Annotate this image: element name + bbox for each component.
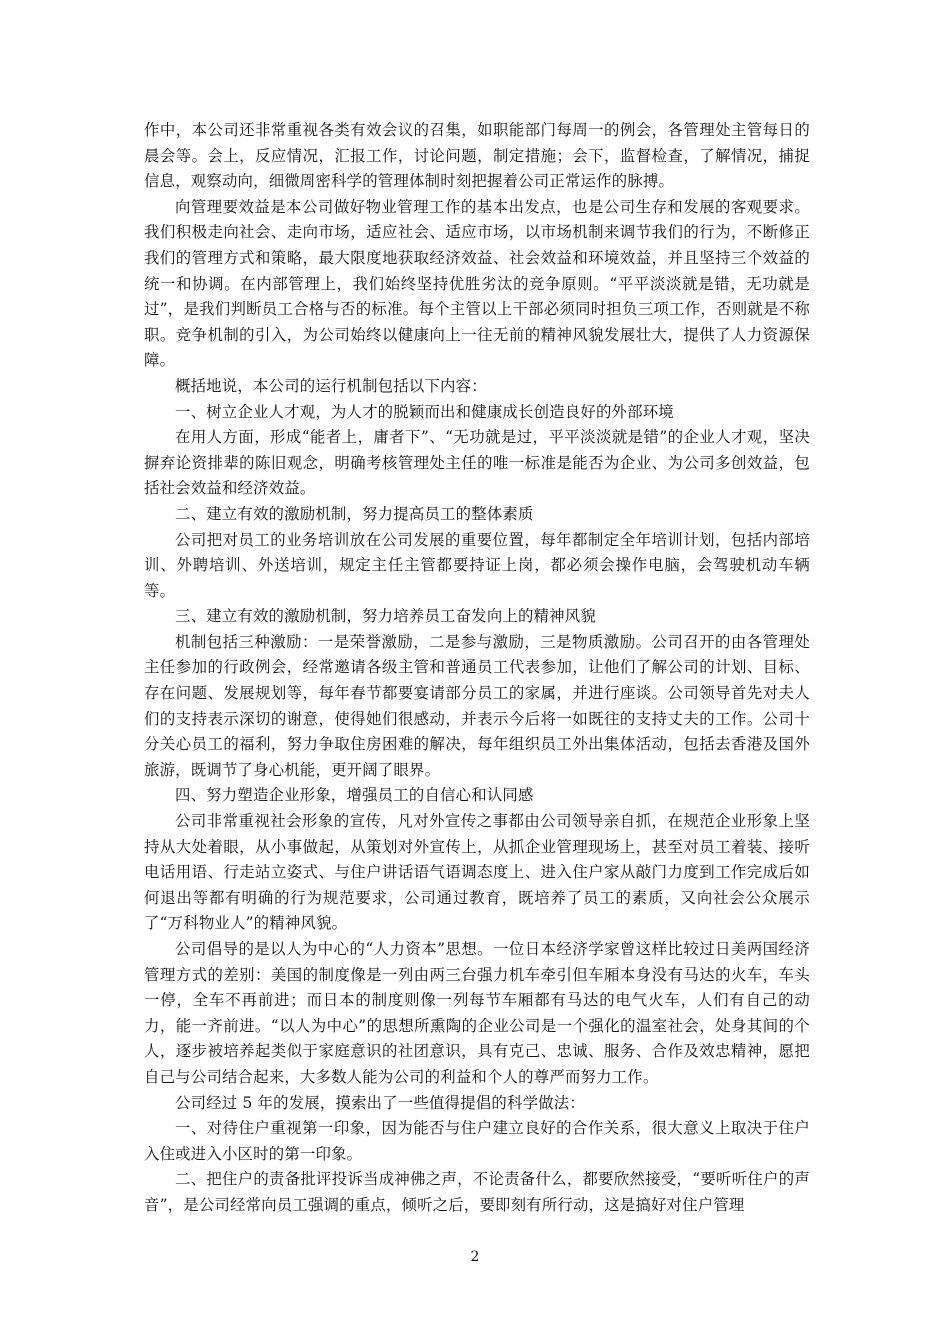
page-number: 2 <box>470 1249 480 1265</box>
practice-item-2: 二、把住户的责备批评投诉当成神佛之声，不论责备什么，都要欣然接受，“要听听住户的声音”，是公司经常向员工强调的重点，倾听之后，要即刻有所行动，这是搞好对住户管理 <box>144 1170 810 1214</box>
heading-item-4: 四、努力塑造企业形象，增强员工的自信心和认同感 <box>175 786 534 805</box>
practice-item-1: 一、对待住户重视第一印象，因为能否与住户建立良好的合作关系，很大意义上取决于住户入住或进入小区时的第一印象。 <box>144 1119 810 1163</box>
paragraph-12: 公司倡导的是以人为中心的“人力资本”思想。一位日本经济学家曾这样比较过日美两国经济管理方式的差别：美国的制度像是一列由两三台强力机车牵引但车厢本身没有马达的火车，车头一停，全车不再前进；而日本的制度则像一列每节车厢都有马达的电气火车，人们有自己的动力，能一齐前进。“以人为中心”的思想所熏陶的企业公司是一个强化的温室社会，处身其间的个人，逐步被培养起类似于家庭意识的社团意识，具有克己、忠诚、服务、合作及效忠精神，愿把自己与公司结合起来，大多数人能为公司的利益和个人的尊严而努力工作。 <box>144 940 810 1086</box>
paragraph-1: 作中，本公司还非常重视各类有效会议的召集，如职能部门每周一的例会，各管理处主管每日的晨会等。会上，反应情况，汇报工作，讨论问题，制定措施；会下，监督检查，了解情况，捕捉信息，观察动向，细微周密科学的管理体制时刻把握着公司正常运作的脉搏。 <box>144 121 810 191</box>
paragraph-2: 向管理要效益是本公司做好物业管理工作的基本出发点，也是公司生存和发展的客观要求。我们积极走向社会、走向市场，适应社会、适应市场，以市场机制来调节我们的行为，不断修正我们的管理方式和策略，最大限度地获取经济效益、社会效益和环境效益，并且坚持三个效益的统一和协调。在内部管理上，我们始终坚持优胜劣汰的竞争原则。“平平淡淡就是错，无功就是过”，是我们判断员工合格与否的标准。每个主管以上干部必须同时担负三项工作，否则就是不称职。竞争机制的引入，为公司始终以健康向上一往无前的精神风貌发展壮大，提供了人力资源保障。 <box>144 197 810 370</box>
paragraph-7: 公司把对员工的业务培训放在公司发展的重要位置，每年都制定全年培训计划，包括内部培训、外聘培训、外送培训，规定主任主管都要持证上岗，都必须会操作电脑，会驾驶机动车辆等。 <box>144 530 810 600</box>
paragraph-11: 公司非常重视社会形象的宣传，凡对外宣传之事都由公司领导亲自抓，在规范企业形象上坚持从大处着眼，从小事做起，从策划对外宣传上，从抓企业管理现场上，甚至对员工着装、接听电话用语、行走站立姿式、与住户讲话语气语调态度上、进入住户家从敲门力度到工作完成后如何退出等都有明确的行为规范要求，公司通过教育，既培养了员工的素质，又向社会公众展示了“万科物业人”的精神风貌。 <box>144 812 810 933</box>
heading-item-2: 二、建立有效的激励机制，努力提高员工的整体素质 <box>175 504 534 523</box>
heading-item-3: 三、建立有效的激励机制，努力培养员工奋发向上的精神风貌 <box>175 607 596 626</box>
heading-item-1: 一、树立企业人才观，为人才的脱颖而出和健康成长创造良好的外部环境 <box>175 402 674 421</box>
paragraph-5: 在用人方面，形成“能者上，庸者下”、“无功就是过，平平淡淡就是错”的企业人才观，坚决摒弃论资排辈的陈旧观念，明确考核管理处主任的唯一标准是能否为企业、为公司多创效益，包括社会效益和经济效益。 <box>144 428 810 498</box>
paragraph-13: 公司经过 5 年的发展，摸索出了一些值得提倡的科学做法： <box>175 1093 585 1112</box>
paragraph-9: 机制包括三种激励：一是荣誉激励，二是参与激励，三是物质激励。公司召开的由各管理处主任参加的行政例会，经常邀请各级主管和普通员工代表参加，让他们了解公司的计划、目标、存在问题、发展规划等，每年春节都要宴请部分员工的家属，并进行座谈。公司领导首先对夫人们的支持表示深切的谢意，使得她们很感动，并表示今后将一如既往的支持丈夫的工作。公司十分关心员工的福利，努力争取住房困难的解决，每年组织员工外出集体活动，包括去香港及国外旅游，既调节了身心机能，更开阔了眼界。 <box>144 632 810 779</box>
paragraph-3: 概括地说，本公司的运行机制包括以下内容： <box>175 376 487 395</box>
document-body <box>144 118 810 1219</box>
